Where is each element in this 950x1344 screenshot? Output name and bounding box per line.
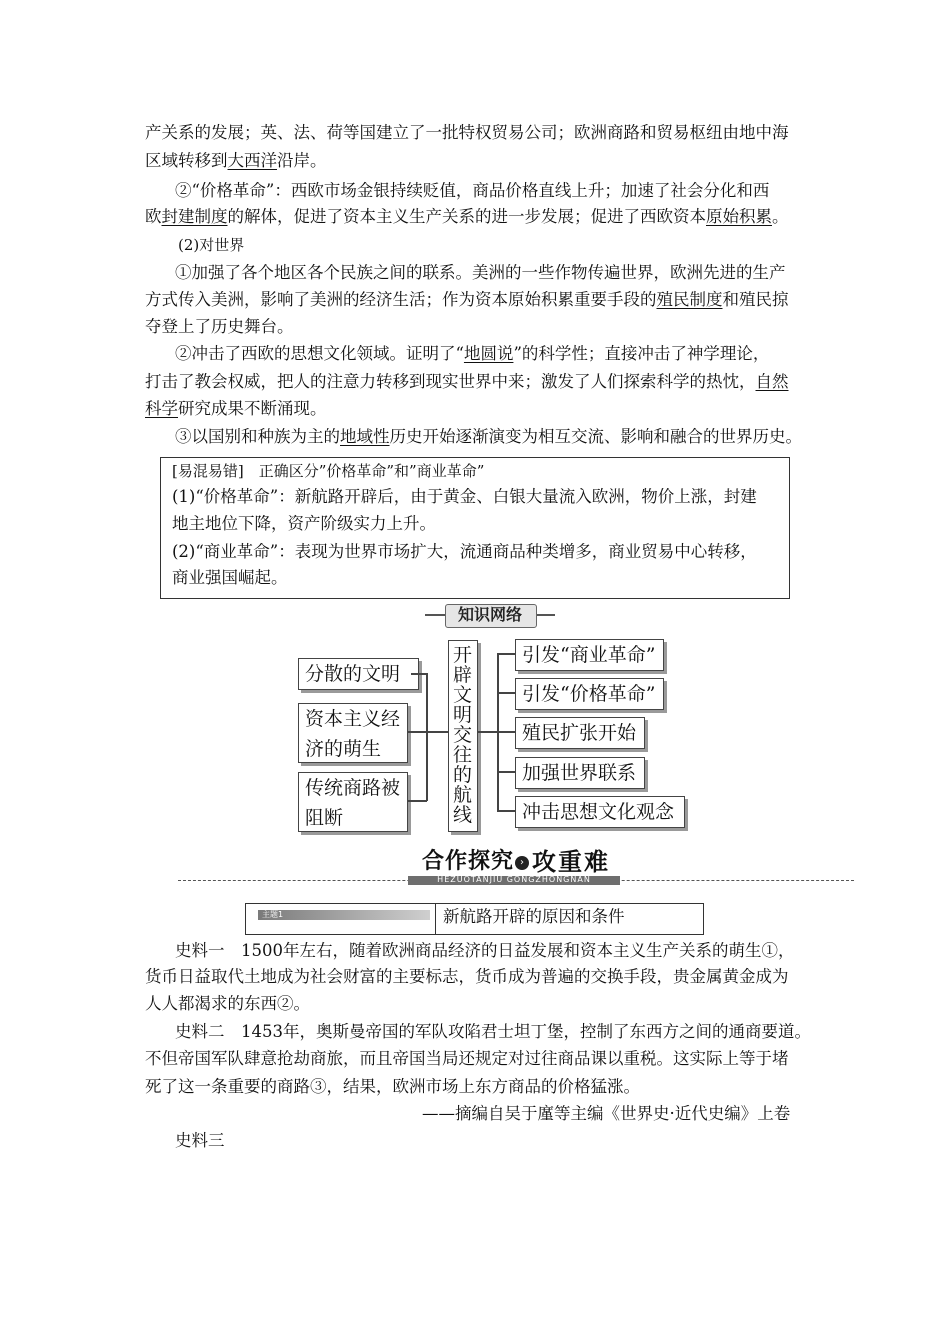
- body-line: 欧封建制度的解体，促进了资本主义生产关系的进一步发展；促进了西欧资本原始积累。: [145, 207, 789, 226]
- body-line: 方式传入美洲，影响了美洲的经济生活；作为资本原始积累重要手段的殖民制度和殖民掠: [145, 290, 789, 309]
- connector: [497, 810, 515, 812]
- tip-line: 地主地位下降，资产阶级实力上升。: [172, 514, 436, 533]
- section-pinyin: HEZUOTANJIU GONGZHONGNAN: [437, 875, 591, 884]
- connector: [497, 731, 515, 733]
- body-line: 打击了教会权威，把人的注意力转移到现实世界中来；激发了人们探索科学的热忱，自然: [145, 372, 789, 391]
- connector: [497, 692, 515, 694]
- section-title-b: 攻重难: [532, 848, 610, 876]
- source-line: 不但帝国军队肆意抢劫商旅，而且帝国当局还规定对过往商品课以重税。这实际上等于堵: [145, 1049, 789, 1068]
- tip-title: [易混易错] 正确区分”价格革命”和”商业革命”: [172, 462, 485, 480]
- tip-line: 商业强国崛起。: [172, 568, 288, 587]
- underlined-term: 自然: [755, 372, 789, 391]
- topic-tag-bar: [258, 910, 430, 920]
- tip-line: (1)“价格革命”：新航路开辟后，由于黄金、白银大量流入欧洲，物价上涨，封建: [172, 487, 757, 506]
- connector: [478, 731, 498, 733]
- topic-tag: 主题1: [262, 910, 284, 919]
- connector: [497, 653, 515, 655]
- underlined-term: 封建制度: [161, 207, 228, 226]
- section-title-a: 合作探究: [422, 849, 515, 874]
- underlined-term: 殖民制度: [656, 290, 723, 309]
- connector: [426, 673, 428, 801]
- source-line: 史料三: [175, 1131, 225, 1150]
- map-node-new-route: 开 辟 文 明 交 往 的 航 线: [448, 640, 478, 832]
- map-node-scattered-civilization: 分散的文明: [298, 658, 419, 690]
- source-line: 货币日益取代土地成为社会财富的主要标志，货币成为普遍的交换手段，贵金属黄金成为: [145, 967, 789, 986]
- topic-divider: [435, 903, 436, 934]
- connector: [408, 731, 427, 733]
- connector: [411, 673, 427, 675]
- source-line: 人人都渴求的东西②。: [145, 994, 310, 1013]
- underlined-term: 科学: [145, 399, 178, 418]
- connector: [426, 731, 448, 733]
- source-line: 死了这一条重要的商路③，结果，欧洲市场上东方商品的价格猛涨。: [145, 1077, 640, 1096]
- underlined-term: 地圆说: [463, 344, 514, 363]
- body-line: 科学研究成果不断涌现。: [145, 399, 327, 418]
- connector: [497, 771, 515, 773]
- map-node-ideology-impact: 冲击思想文化观念: [515, 796, 685, 828]
- map-node-capitalism-origin: 资本主义经 济的萌生: [298, 703, 408, 763]
- body-line: 夺登上了历史舞台。: [145, 317, 294, 336]
- body-line: ②“价格革命”：西欧市场金银持续贬值，商品价格直线上升；加速了社会分化和西: [175, 181, 770, 200]
- source-line: 史料二 1453年，奥斯曼帝国的军队攻陷君士坦丁堡，控制了东西方之间的通商要道。: [175, 1022, 811, 1041]
- map-node-commercial-revolution: 引发“商业革命”: [515, 639, 664, 671]
- chevron-right-icon: ›: [515, 856, 529, 870]
- underlined-term: 原始积累: [706, 207, 772, 226]
- map-node-price-revolution: 引发“价格革命”: [515, 678, 664, 710]
- knowledge-map-banner: 知识网络: [425, 604, 555, 626]
- source-line: 史料一 1500年左右，随着欧洲商品经济的日益发展和资本主义生产关系的萌生①，: [175, 941, 795, 960]
- map-node-trade-route-blocked: 传统商路被 阻断: [298, 772, 408, 832]
- body-line: ②冲击了西欧的思想文化领域。证明了“地圆说”的科学性；直接冲击了神学理论，: [175, 344, 770, 363]
- map-node-colonial-expansion: 殖民扩张开始: [515, 717, 645, 749]
- body-line: 区域转移到大西洋沿岸。: [145, 151, 327, 170]
- body-line: ③以国别和种族为主的地域性历史开始逐渐演变为相互交流、影响和融合的世界历史。: [175, 427, 802, 446]
- subheading: (2)对世界: [178, 236, 245, 254]
- tip-line: (2)“商业革命”：表现为世界市场扩大，流通商品种类增多，商业贸易中心转移，: [172, 542, 757, 561]
- topic-title: 新航路开辟的原因和条件: [443, 907, 625, 926]
- connector: [408, 800, 427, 802]
- source-citation: ——摘编自吴于廑等主编《世界史·近代史编》上卷: [422, 1104, 791, 1123]
- underlined-term: 地域性: [340, 427, 390, 446]
- body-line: 产关系的发展；英、法、荷等国建立了一批特权贸易公司；欧洲商路和贸易枢纽由地中海: [145, 123, 789, 142]
- map-node-world-connection: 加强世界联系: [515, 757, 645, 789]
- body-line: ①加强了各个地区各个民族之间的联系。美洲的一些作物传遍世界，欧洲先进的生产: [175, 263, 786, 282]
- section-header: [0, 848, 950, 888]
- underlined-term: 大西洋: [227, 151, 277, 170]
